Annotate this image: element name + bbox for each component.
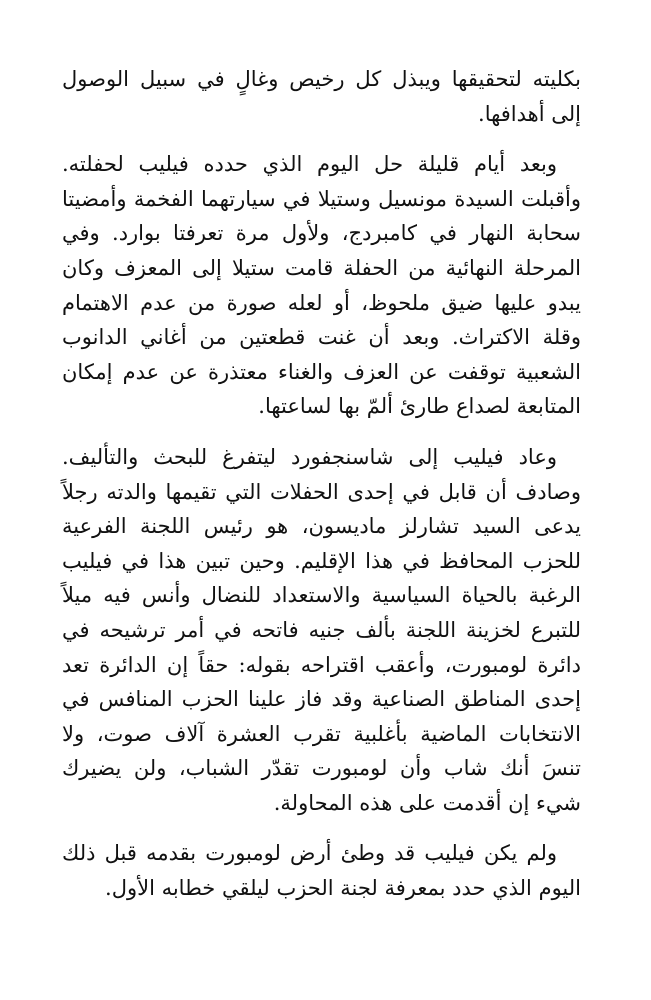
paragraph-1: بكليته لتحقيقها ويبذل كل رخيص وغالٍ في سبيل الوصول إلى أهدافها.	[62, 67, 581, 126]
paragraph-3: وعاد فيليب إلى شاسنجفورد ليتفرغ للبحث والتأليف. وصادف أن قابل في إحدى الحفلات التي تقيمها والدته رجلاً يدعى السيد تشارلز ماديسون، هو رئيس اللجنة الفرعية للحزب المحافظ في هذا الإقليم. وحين تبين هذا في فيليب الرغبة بالحياة السياسية والاستعداد للنضال وأنس فيه ميلاً للتبرع لخزينة اللجنة بألف جنيه فاتحه في أمر ترشيحه في دائرة لومبورت، وأعقب اقتراحه بقوله: حقاً إن الدائرة تعد إحدى المناطق الصناعية وقد فاز علينا الحزب المنافس في الانتخابات الماضية بأغلبية تقرب العشرة آلاف صوت، ولا تنسَ أنك شاب وأن لومبورت تقدّر الشباب، ولن يضيرك شيء إن أقدمت على هذه المحاولة.	[62, 444, 581, 815]
paragraph-4: ولم يكن فيليب قد وطئ أرض لومبورت بقدمه قبل ذلك اليوم الذي حدد بمعرفة لجنة الحزب ليلقي خطابه الأول.	[62, 841, 581, 901]
paragraph-2: وبعد أيام قليلة حل اليوم الذي حدده فيليب لحفلته. وأقبلت السيدة مونسيل وستيلا في سيارتهما الفخمة وأمضيتا سحابة النهار في كامبردج، ولأول مرة تعرفتا بوارد. وفي المرحلة النهائية من الحفلة قامت ستيلا إلى المعزف وكان يبدو عليها ضيق ملحوظ، أو لعله صورة من عدم الاهتمام وقلة الاكتراث. وبعد أن غنت قطعتين من أغاني الدانوب الشعبية توقفت عن العزف والغناء معتذرة عن عدم إمكان المتابعة لصداع طارئ ألمّ بها لساعتها.	[62, 152, 581, 419]
